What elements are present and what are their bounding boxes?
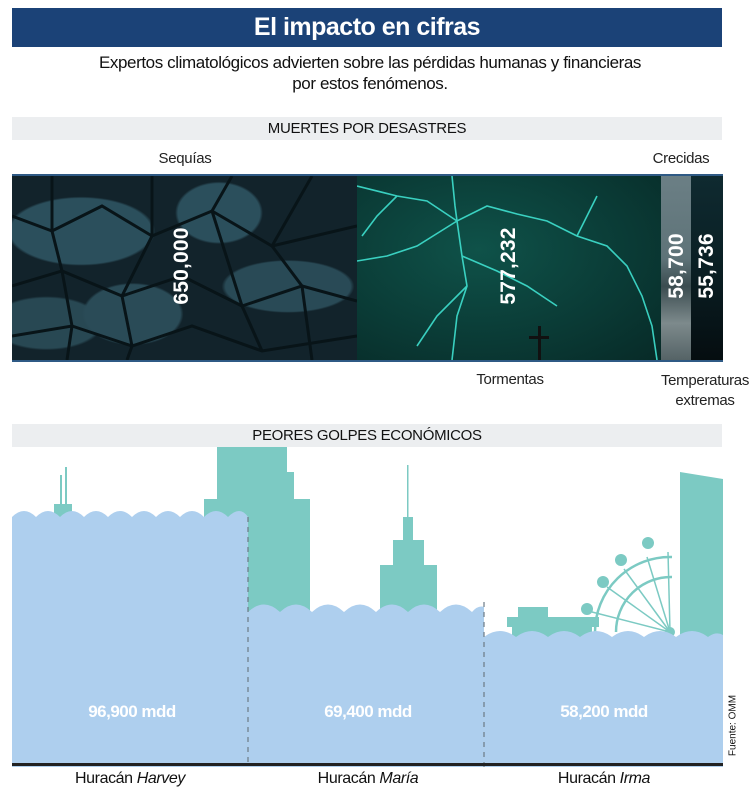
- label-harvey-prefix: Huracán: [74, 770, 133, 787]
- label-irma: [514, 770, 694, 788]
- label-harvey: [40, 770, 220, 788]
- economic-section-title: PEORES GOLPES ECONÓMICOS: [12, 424, 722, 447]
- label-maria-prefix: Huracán: [317, 770, 376, 787]
- source-text: Fuente: OMM: [727, 694, 739, 757]
- label-irma-name: Irma: [619, 770, 651, 787]
- value-floods: 58,700: [665, 233, 688, 299]
- label-storms: Tormentas: [476, 371, 544, 388]
- value-drought: 650,000: [170, 227, 193, 305]
- value-extreme-temperatures: 55,736: [695, 233, 718, 299]
- ferris-wheel-icon: [595, 557, 672, 632]
- source-note: [723, 690, 737, 766]
- deaths-section-title: MUERTES POR DESASTRES: [12, 117, 722, 140]
- label-harvey-name: Harvey: [136, 770, 185, 787]
- label-maria-name: María: [379, 770, 419, 787]
- value-harvey: 96,900 mdd: [88, 702, 176, 721]
- label-maria: [278, 770, 458, 788]
- subtitle-line-2: por estos fenómenos.: [292, 74, 448, 93]
- label-irma-prefix: Huracán: [557, 770, 616, 787]
- label-floods: Crecidas: [652, 150, 710, 167]
- page-title: El impacto en cifras: [12, 8, 722, 47]
- value-storms: 577,232: [497, 227, 520, 305]
- value-maria: 69,400 mdd: [324, 702, 412, 721]
- subtitle: [30, 52, 710, 94]
- economic-chart: [12, 447, 723, 767]
- deaths-bar-strip: [12, 174, 723, 362]
- label-drought: Sequías: [158, 150, 212, 167]
- label-extreme-temperatures: [650, 371, 750, 411]
- subtitle-line-1: Expertos climatológicos advierten sobre las pérdidas humanas y financieras: [98, 53, 642, 72]
- label-extreme-temperatures-line-1: Temperaturas: [660, 372, 750, 389]
- label-extreme-temperatures-line-2: extremas: [675, 392, 735, 409]
- value-irma: 58,200 mdd: [560, 702, 648, 721]
